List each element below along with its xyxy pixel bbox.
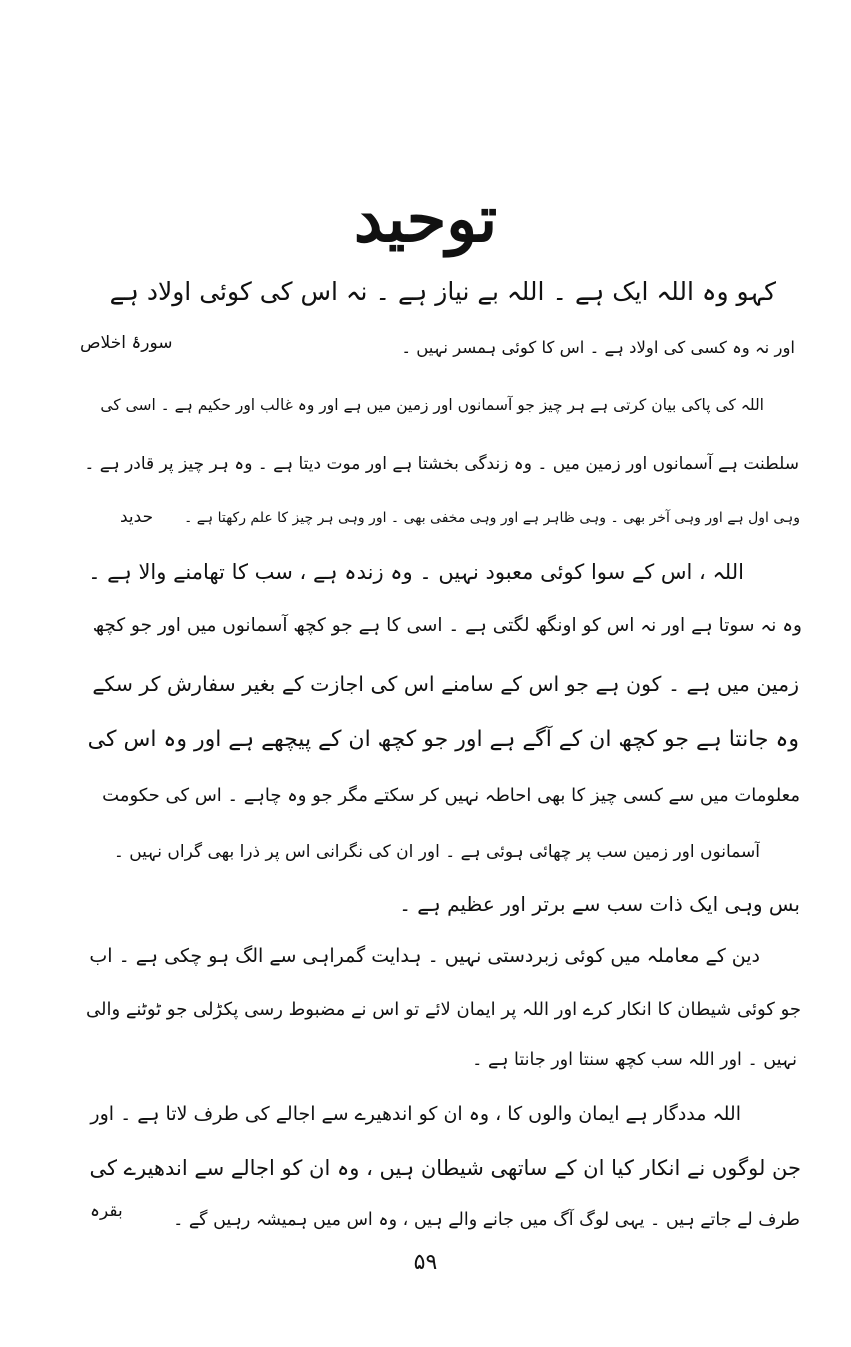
text-line-12: بس وہی ایک ذات سب سے برتر اور عظیم ہے ۔ (399, 892, 800, 916)
text-line-17: جن لوگوں نے انکار کیا ان کے ساتھی شیطان ہیں ، وہ ان کو اجالے سے اندھیرے کی (89, 1156, 801, 1180)
text-line-18: طرف لے جاتے ہیں ۔ یہی لوگ آگ میں جانے والے ہیں ، وہ اس میں ہمیشہ رہیں گے ۔ (173, 1210, 800, 1230)
text-line-13: دین کے معاملہ میں کوئی زبردستی نہیں ۔ ہدایت گمراہی سے الگ ہو چکی ہے ۔ اب (89, 945, 760, 967)
reference-baqarah: بقرہ (90, 1201, 123, 1221)
text-line-9: وہ جانتا ہے جو کچھ ان کے آگے ہے اور جو کچھ ان کے پیچھے ہے اور وہ اس کی (87, 727, 799, 752)
text-line-14: جو کوئی شیطان کا انکار کرے اور اللہ پر ایمان لائے تو اس نے مضبوط رسی پکڑلی جو ٹوٹنے والی (86, 999, 801, 1020)
page-number: ۵۹ (413, 1250, 438, 1275)
text-line-10: معلومات میں سے کسی چیز کا بھی احاطہ نہیں کر سکتے مگر جو وہ چاہے ۔ اس کی حکومت (102, 785, 800, 806)
text-line-3: اللہ کی پاکی بیان کرتی ہے ہر چیز جو آسمانوں اور زمین میں ہے اور وہ غالب اور حکیم ہے ۔ اسی کی (100, 396, 764, 414)
text-line-7: وہ نہ سوتا ہے اور نہ اس کو اونگھ لگتی ہے ۔ اسی کا ہے جو کچھ آسمانوں میں اور جو کچھ (92, 615, 802, 636)
text-line-11: آسمانوں اور زمین سب پر چھائی ہوئی ہے ۔ اور ان کی نگرانی اس پر ذرا بھی گراں نہیں ۔ (113, 842, 760, 862)
text-line-15: نہیں ۔ اور اللہ سب کچھ سنتا اور جانتا ہے ۔ (472, 1050, 797, 1070)
text-line-5: وہی اول ہے اور وہی آخر بھی ۔ وہی ظاہر ہے اور وہی مخفی بھی ۔ اور وہی ہر چیز کا علم رکھتا ہے ۔ (184, 510, 800, 526)
page-title: توحید (353, 182, 498, 257)
text-line-6: اللہ ، اس کے سوا کوئی معبود نہیں ۔ وہ زندہ ہے ، سب کا تھامنے والا ہے ۔ (88, 560, 744, 584)
text-line-1: کہو وہ اللہ ایک ہے ۔ اللہ بے نیاز ہے ۔ نہ اس کی کوئی اولاد ہے (109, 277, 776, 306)
text-line-2: اور نہ وہ کسی کی اولاد ہے ۔ اس کا کوئی ہمسر نہیں ۔ (401, 338, 795, 357)
text-line-4: سلطنت ہے آسمانوں اور زمین میں ۔ وہ زندگی بخشتا ہے اور موت دیتا ہے ۔ وہ ہر چیز پر قادر ہے ۔ (84, 454, 799, 474)
reference-ikhlas: سورۂ اخلاص (80, 333, 173, 353)
text-line-8: زمین میں ہے ۔ کون ہے جو اس کے سامنے اس کی اجازت کے بغیر سفارش کر سکے (92, 672, 799, 696)
reference-hadid: حدید (120, 507, 154, 527)
text-line-16: اللہ مددگار ہے ایمان والوں کا ، وہ ان کو اندھیرے سے اجالے کی طرف لاتا ہے ۔ اور (90, 1103, 741, 1125)
